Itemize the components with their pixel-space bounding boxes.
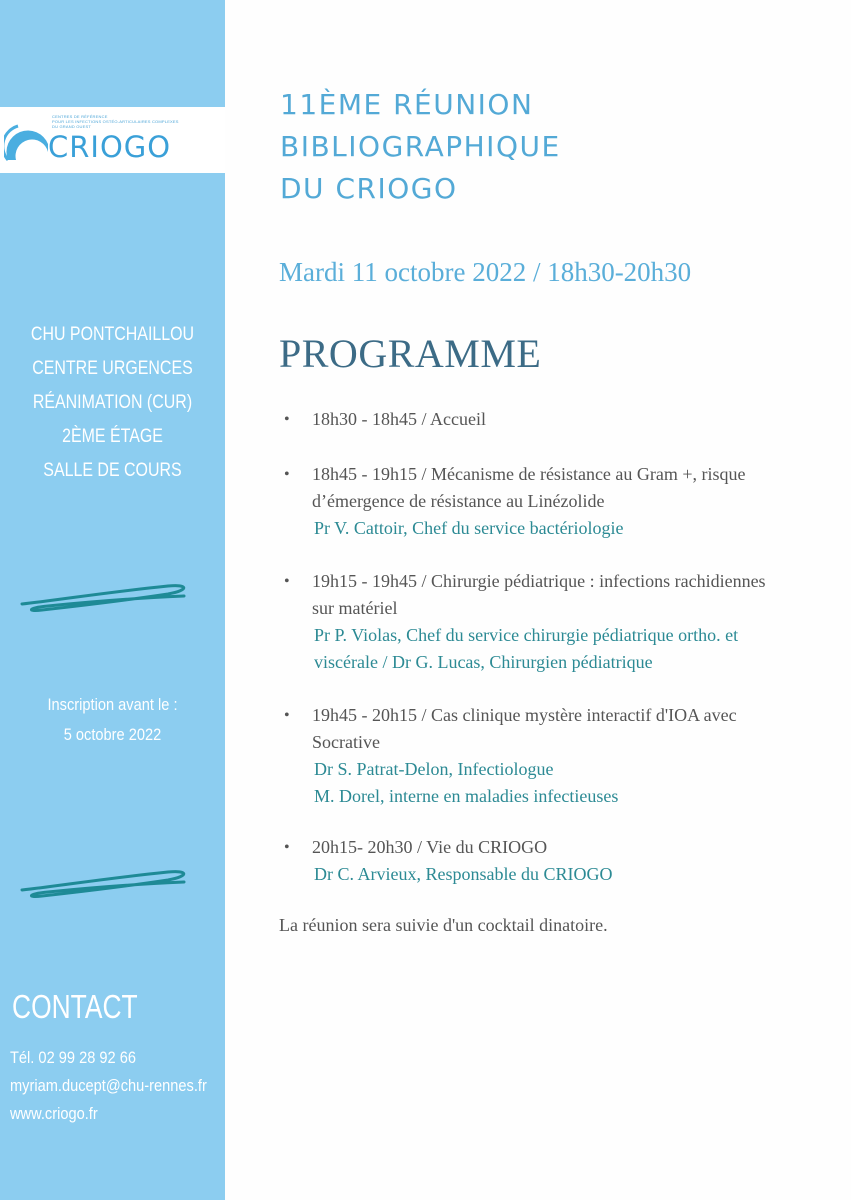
item-speaker-line: Pr V. Cattoir, Chef du service bactériologie bbox=[314, 518, 624, 538]
logo-tagline bbox=[52, 114, 192, 129]
item-text-line: 18h45 - 19h15 / Mécanisme de résistance au Gram +, risque bbox=[312, 464, 746, 484]
event-title-line: DU CRIOGO bbox=[280, 172, 458, 205]
logo-name: CRIOGO bbox=[48, 130, 172, 164]
bullet-icon: • bbox=[284, 466, 290, 483]
address-line: RÉANIMATION (CUR) bbox=[32, 392, 193, 413]
inscription-label: Inscription avant le : bbox=[47, 695, 178, 714]
contact-email[interactable]: myriam.ducept@chu-rennes.fr bbox=[10, 1076, 207, 1095]
venue-address bbox=[18, 318, 207, 488]
event-title-line: 11ÈME RÉUNION bbox=[280, 88, 534, 121]
logo-tagline-line: DU GRAND OUEST bbox=[52, 124, 92, 129]
programme-item bbox=[284, 834, 844, 888]
logo-tagline-line: POUR LES INFECTIONS OSTÉO-ARTICULAIRES COMPLEXES bbox=[52, 119, 179, 124]
item-text-line: Socrative bbox=[312, 732, 380, 752]
item-speaker-line: Dr S. Patrat-Delon, Infectiologue bbox=[314, 759, 554, 779]
decorative-squiggle-icon bbox=[18, 576, 190, 616]
programme-item bbox=[284, 568, 844, 676]
decorative-squiggle-icon bbox=[18, 862, 190, 902]
event-date: Mardi 11 octobre 2022 / 18h30-20h30 bbox=[279, 257, 692, 287]
programme-item bbox=[284, 406, 844, 433]
contact-details bbox=[10, 1044, 207, 1128]
bullet-icon: • bbox=[284, 839, 290, 856]
inscription-deadline bbox=[16, 690, 210, 750]
bullet-icon: • bbox=[284, 573, 290, 590]
inscription-date: 5 octobre 2022 bbox=[63, 725, 162, 744]
contact-website[interactable]: www.criogo.fr bbox=[10, 1104, 98, 1123]
item-speaker-line: viscérale / Dr G. Lucas, Chirurgien pédiatrique bbox=[314, 652, 653, 672]
bullet-icon: • bbox=[284, 411, 290, 428]
item-text-line: sur matériel bbox=[312, 598, 398, 618]
contact-heading: CONTACT bbox=[12, 988, 138, 1025]
item-speaker-line: M. Dorel, interne en maladies infectieuses bbox=[314, 786, 619, 806]
item-text-line: 20h15- 20h30 / Vie du CRIOGO bbox=[312, 837, 548, 857]
address-line: 2ÈME ÉTAGE bbox=[62, 426, 163, 447]
item-text-line: d’émergence de résistance au Linézolide bbox=[312, 491, 605, 511]
item-speaker-line: Pr P. Violas, Chef du service chirurgie pédiatrique ortho. et bbox=[314, 625, 739, 645]
item-speaker-line: Dr C. Arvieux, Responsable du CRIOGO bbox=[314, 864, 613, 884]
item-text-line: 19h15 - 19h45 / Chirurgie pédiatrique : infections rachidiennes bbox=[312, 571, 766, 591]
address-line: CHU PONTCHAILLOU bbox=[30, 324, 195, 345]
programme-item bbox=[284, 702, 844, 810]
bullet-icon: • bbox=[284, 707, 290, 724]
criogo-logo-icon bbox=[4, 114, 48, 162]
programme-item bbox=[284, 461, 844, 542]
programme-heading: PROGRAMME bbox=[279, 331, 542, 376]
contact-phone: Tél. 02 99 28 92 66 bbox=[10, 1048, 137, 1067]
address-line: CENTRE URGENCES bbox=[32, 358, 193, 379]
event-title bbox=[280, 84, 561, 210]
footer-note: La réunion sera suivie d'un cocktail dinatoire. bbox=[279, 915, 608, 935]
address-line: SALLE DE COURS bbox=[43, 460, 182, 481]
logo-tagline-line: CENTRES DE RÉFÉRENCE bbox=[52, 114, 108, 119]
item-text-line: 18h30 - 18h45 / Accueil bbox=[312, 409, 486, 429]
event-title-line: BIBLIOGRAPHIQUE bbox=[280, 130, 561, 163]
item-text-line: 19h45 - 20h15 / Cas clinique mystère interactif d'IOA avec bbox=[312, 705, 737, 725]
